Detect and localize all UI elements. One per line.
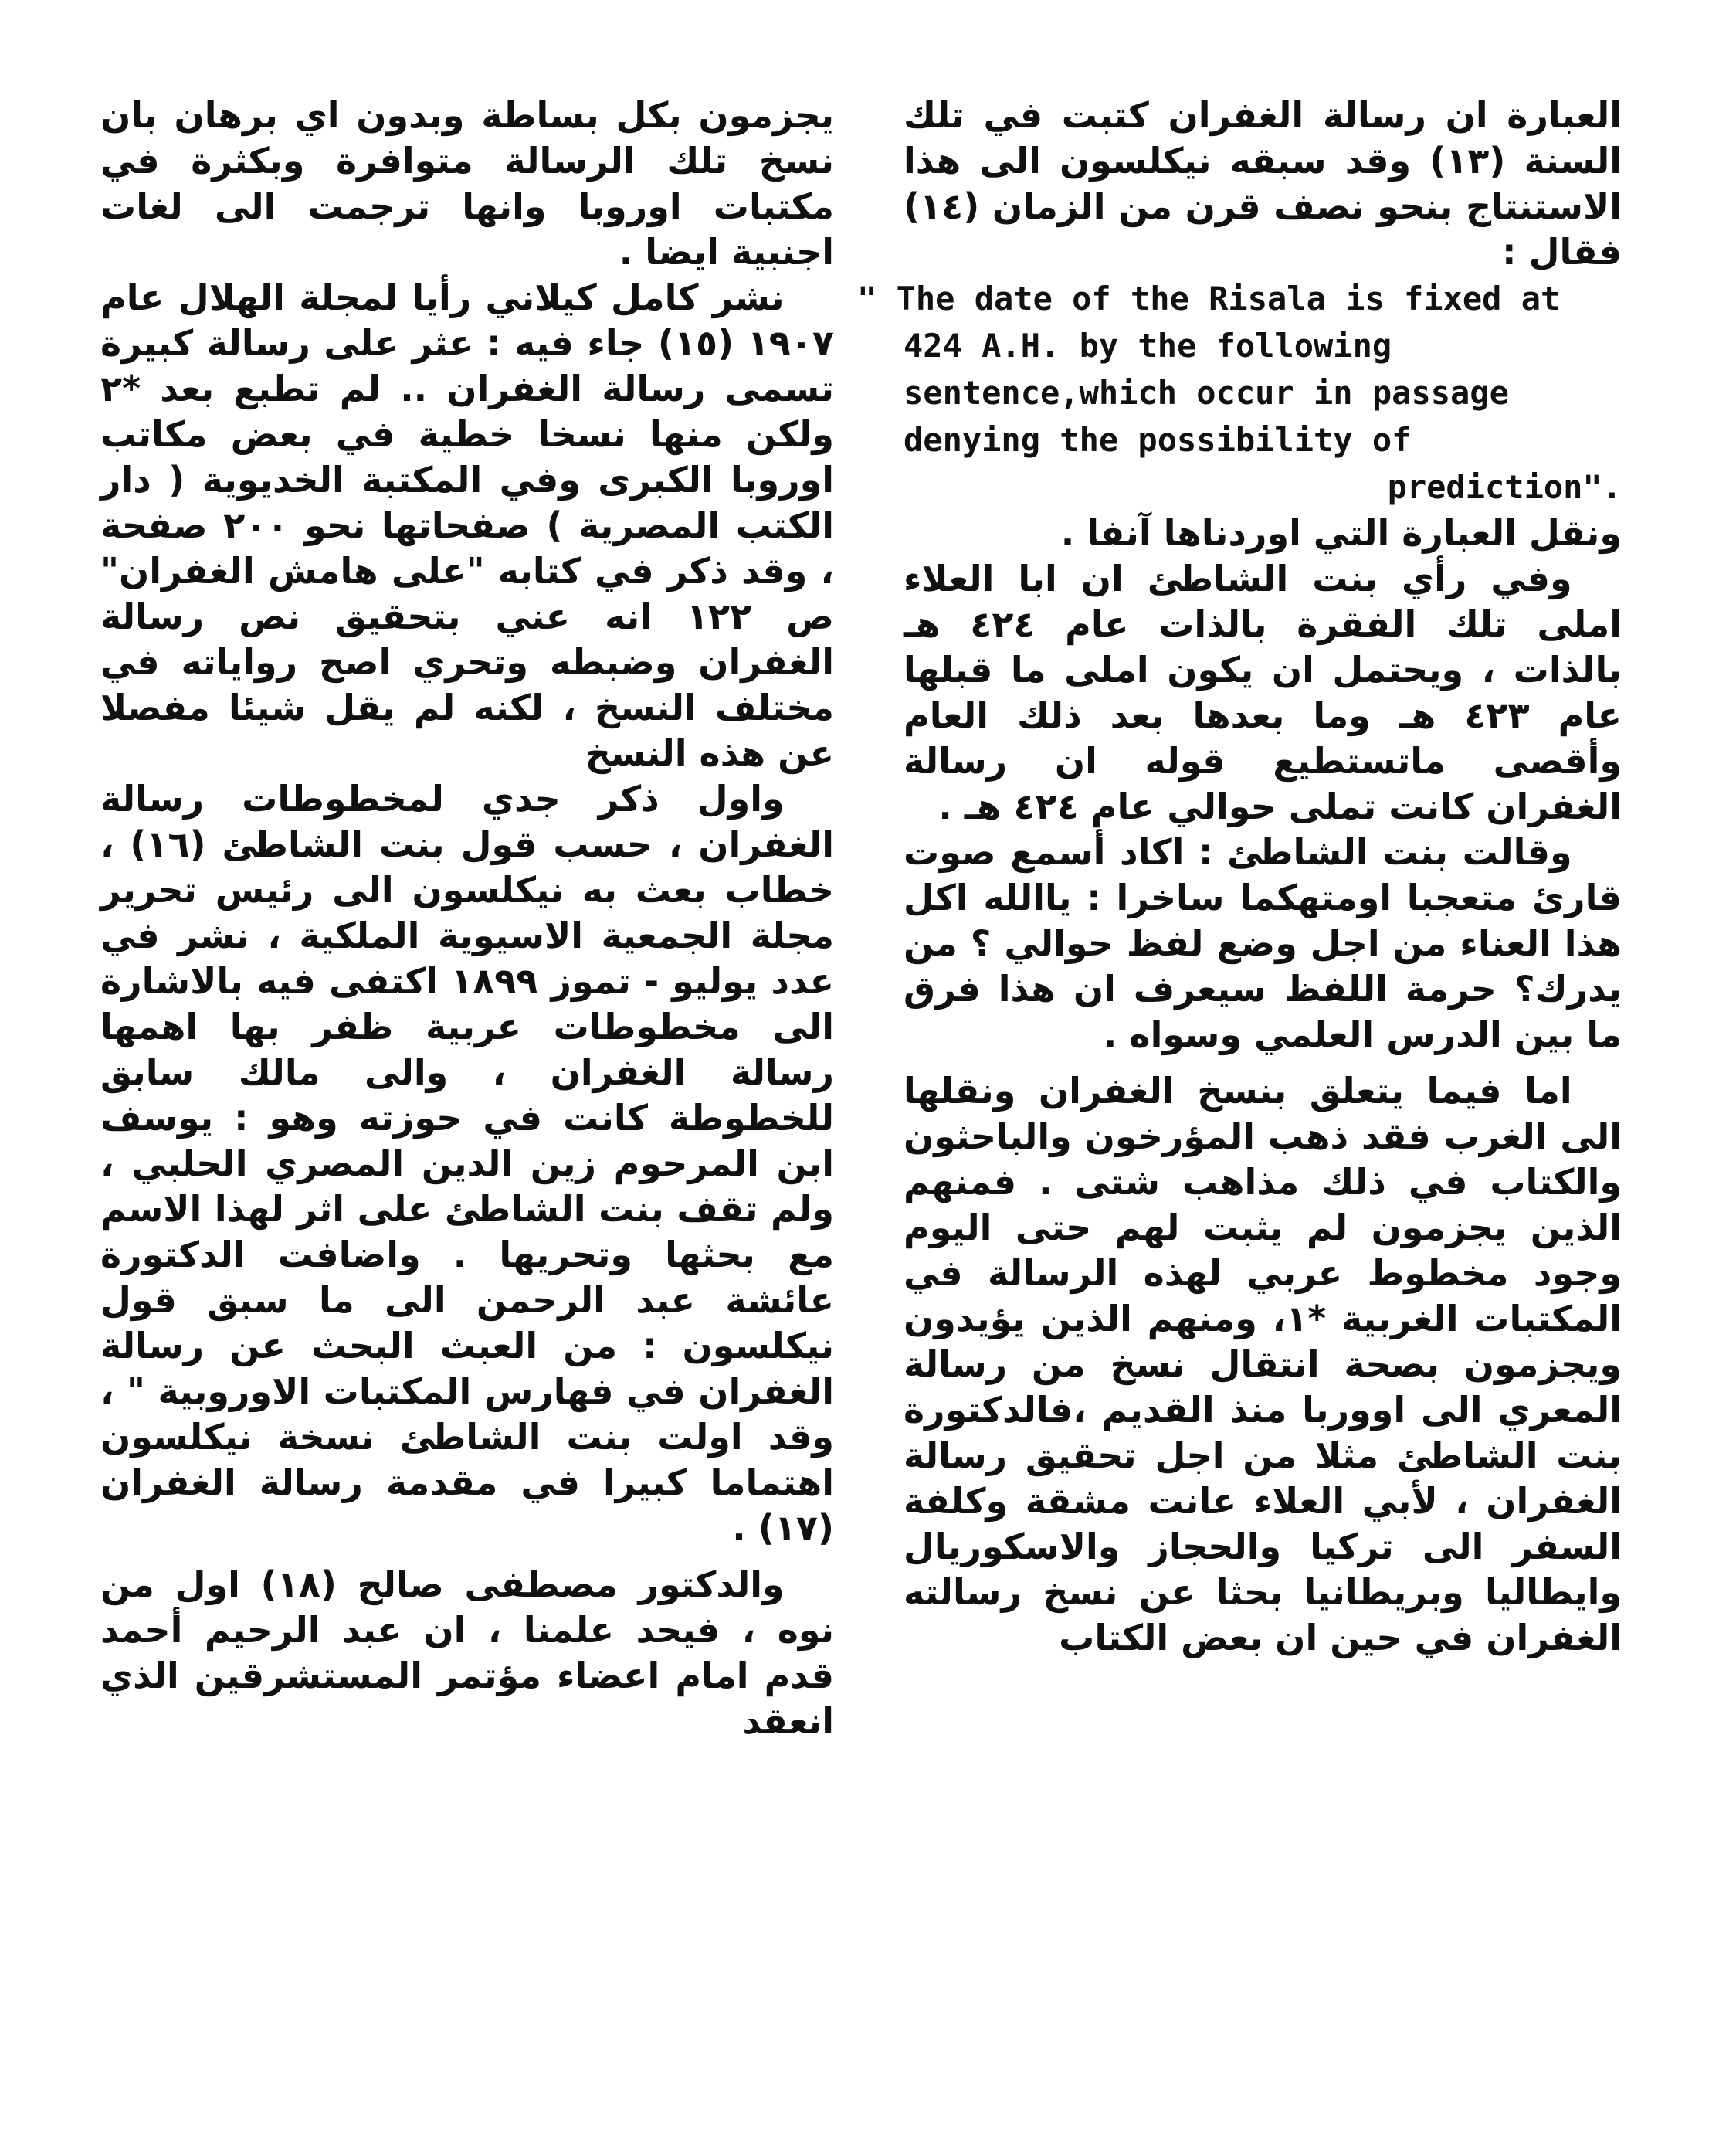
- paragraph: وفي رأي بنت الشاطئ ان ابا العلاء املى تلك الفقرة بالذات عام ٤٢٤ هـ بالذات ، ويحتمل ان يكون املى ما قبلها عام ٤٢٣ هـ وما بعدها بعد ذلك العام وأقصى ماتستطيع قوله ان رسالة الغفران كانت تملى حوالي عام ٤٢٤ هـ .: [904, 558, 1622, 827]
- paragraph: والدكتور مصطفى صالح (١٨) اول من نوه ، فيحد علمنا ، ان عبد الرحيم أحمد قدم امام اعضاء مؤتمر المستشرقين الذي انعقد: [100, 1563, 834, 1742]
- paragraph: اما فيما يتعلق بنسخ الغفران ونقلها الى الغرب فقد ذهب المؤرخون والباحثون والكتاب في ذلك مذاهب شتى . فمنهم الذين يجزمون لم يثبت لهم حتى اليوم وجود مخطوط عربي لهذه الرسالة في المكتبات الغربية *١، ومنهم الذين يؤيدون ويجزمون بصحة انتقال نسخ من رسالة المعري الى اووربا منذ القديم ،فالدكتورة بنت الشاطئ مثلا من اجل تحقيق رسالة الغفران ، لأبي العلاء عانت مشقة وكلفة السفر الى تركيا والحجاز والاسكوريال وايطاليا وبريطانيا بحثا عن نسخ رسالته الغفران في حين ان بعض الكتاب: [904, 1070, 1622, 1658]
- paragraph: واول ذكر جدي لمخطوطات رسالة الغفران ، حسب قول بنت الشاطئ (١٦) ، خطاب بعث به نيكلسون الى رئيس تحرير مجلة الجمعية الاسيوية الملكية ، نشر في عدد يوليو - تموز ١٨٩٩ اكتفى فيه بالاشارة الى مخطوطات عربية ظفر بها اهمها رسالة الغفران ، والى مالك سابق للخطوطة كانت في حوزته وهو : يوسف ابن المرحوم زين الدين المصري الحلبي ، ولم تقف بنت الشاطئ على اثر لهذا الاسم مع بحثها وتحريها . واضافت الدكتورة عائشة عبد الرحمن الى ما سبق قول نيكلسون : من العبث البحث عن رسالة الغفران في فهارس المكتبات الاوروبية " ، وقد اولت بنت الشاطئ نسخة نيكلسون اهتماما كبيرا في مقدمة رسالة الغفران (١٧) .: [100, 778, 834, 1549]
- paragraph: العبارة ان رسالة الغفران كتبت في تلك السنة (١٣) وقد سبقه نيكلسون الى هذا الاستنتاج بنحو نصف قرن من الزمان (١٤) فقال :: [904, 94, 1622, 273]
- paragraph: يجزمون بكل بساطة وبدون اي برهان بان نسخ تلك الرسالة متوافرة وبكثرة في مكتبات اوروبا وانها ترجمت الى لغات اجنبية ايضا .: [100, 94, 834, 273]
- left-column: [100, 93, 834, 1744]
- english-quote: " The date of the Risala is fixed at 424 A.H. by the following sentence,which occur in passage denying the possibility of prediction".: [857, 280, 1622, 506]
- paragraph: نشر كامل كيلاني رأيا لمجلة الهلال عام ١٩٠٧ (١٥) جاء فيه : عثر على رسالة كبيرة تسمى رسالة الغفران .. لم تطبع بعد *٢ ولكن منها نسخا خطية في بعض مكاتب اوروبا الكبرى وفي المكتبة الخديوية ( دار الكتب المصرية ) صفحاتها نحو ٢٠٠ صفحة ، وقد ذكر في كتابه "على هامش الغفران" ص ١٢٢ انه عني بتحقيق نص رسالة الغفران وضبطه وتحري اصح رواياته في مختلف النسخ ، لكنه لم يقل شيئا مفصلا عن هذه النسخ: [100, 277, 834, 774]
- paragraph: ونقل العبارة التي اوردناها آنفا .: [1060, 512, 1622, 554]
- right-column: [857, 93, 1622, 1661]
- paragraph: وقالت بنت الشاطئ : اكاد أسمع صوت قارئ متعجبا اومتهكما ساخرا : ياالله اكل هذا العناء من اجل وضع لفظ حوالي ؟ من يدرك؟ حرمة اللفظ سيعرف ان هذا فرق ما بين الدرس العلمي وسواه .: [904, 831, 1622, 1055]
